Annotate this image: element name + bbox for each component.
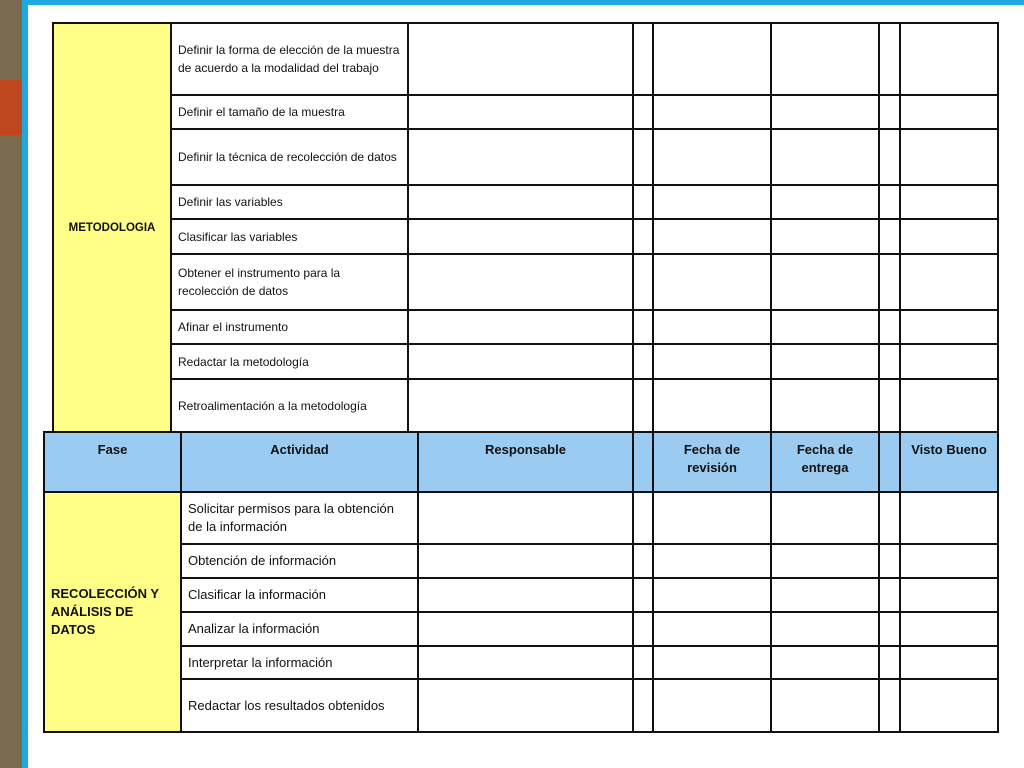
header-visto-bueno: Visto Bueno [900, 432, 998, 492]
fecha-entrega-cell[interactable] [771, 578, 879, 612]
fecha-entrega-cell[interactable] [771, 646, 879, 679]
activity-cell: Interpretar la información [181, 646, 418, 679]
fecha-revision-cell[interactable] [653, 95, 771, 129]
fecha-revision-cell[interactable] [653, 219, 771, 254]
spacer-cell[interactable] [633, 254, 653, 310]
fecha-revision-cell[interactable] [653, 578, 771, 612]
responsable-cell[interactable] [408, 310, 633, 344]
spacer-cell[interactable] [633, 612, 653, 646]
fecha-revision-cell[interactable] [653, 344, 771, 379]
spacer-cell[interactable] [879, 646, 900, 679]
table-row [53, 185, 998, 219]
activity-cell: Definir la forma de elección de la muestra de acuerdo a la modalidad del trabajo [171, 23, 408, 95]
visto-bueno-cell[interactable] [900, 379, 998, 433]
responsable-cell[interactable] [408, 23, 633, 95]
activity-cell: Solicitar permisos para la obtención de la información [181, 492, 418, 544]
spacer-cell[interactable] [879, 254, 900, 310]
activity-cell: Clasificar las variables [171, 219, 408, 254]
fecha-entrega-cell[interactable] [771, 492, 879, 544]
visto-bueno-cell[interactable] [900, 310, 998, 344]
table-row [44, 578, 998, 612]
table-row [44, 646, 998, 679]
recoleccion-table [43, 431, 999, 733]
spacer-cell[interactable] [879, 379, 900, 433]
spacer-cell[interactable] [879, 344, 900, 379]
spacer-cell[interactable] [633, 95, 653, 129]
table-row [53, 344, 998, 379]
spacer-cell[interactable] [879, 492, 900, 544]
table-row [53, 379, 998, 433]
visto-bueno-cell[interactable] [900, 492, 998, 544]
activity-cell: Definir el tamaño de la muestra [171, 95, 408, 129]
fecha-entrega-cell[interactable] [771, 379, 879, 433]
fecha-revision-cell[interactable] [653, 23, 771, 95]
header-spacer-2 [879, 432, 900, 492]
visto-bueno-cell[interactable] [900, 219, 998, 254]
responsable-cell[interactable] [408, 379, 633, 433]
responsable-cell[interactable] [408, 95, 633, 129]
spacer-cell[interactable] [633, 492, 653, 544]
fecha-entrega-cell[interactable] [771, 679, 879, 732]
responsable-cell[interactable] [418, 679, 633, 732]
spacer-cell[interactable] [879, 95, 900, 129]
activity-cell: Obtención de información [181, 544, 418, 578]
spacer-cell[interactable] [633, 185, 653, 219]
visto-bueno-cell[interactable] [900, 344, 998, 379]
fecha-entrega-cell[interactable] [771, 310, 879, 344]
header-fecha-entrega: Fecha de entrega [771, 432, 879, 492]
spacer-cell[interactable] [879, 544, 900, 578]
responsable-cell[interactable] [408, 185, 633, 219]
spacer-cell[interactable] [633, 344, 653, 379]
responsable-cell[interactable] [408, 344, 633, 379]
responsable-cell[interactable] [418, 492, 633, 544]
fecha-entrega-cell[interactable] [771, 129, 879, 185]
visto-bueno-cell[interactable] [900, 129, 998, 185]
fecha-entrega-cell[interactable] [771, 219, 879, 254]
spacer-cell[interactable] [633, 578, 653, 612]
fecha-entrega-cell[interactable] [771, 254, 879, 310]
visto-bueno-cell[interactable] [900, 679, 998, 732]
fecha-entrega-cell[interactable] [771, 544, 879, 578]
spacer-cell[interactable] [879, 129, 900, 185]
table-row [44, 544, 998, 578]
fase-cell: RECOLECCIÓN Y ANÁLISIS DE DATOS [44, 492, 181, 732]
activity-cell: Redactar los resultados obtenidos [181, 679, 418, 732]
fecha-revision-cell[interactable] [653, 379, 771, 433]
header-fecha-revision: Fecha de revisión [653, 432, 771, 492]
fecha-entrega-cell[interactable] [771, 23, 879, 95]
metodologia-table [52, 22, 999, 434]
header-row [44, 432, 998, 492]
responsable-cell[interactable] [418, 544, 633, 578]
visto-bueno-cell[interactable] [900, 23, 998, 95]
responsable-cell[interactable] [408, 129, 633, 185]
visto-bueno-cell[interactable] [900, 646, 998, 679]
table-row [53, 95, 998, 129]
activity-cell: Definir la técnica de recolección de datos [171, 129, 408, 185]
spacer-cell[interactable] [633, 23, 653, 95]
fecha-revision-cell[interactable] [653, 254, 771, 310]
spacer-cell[interactable] [633, 310, 653, 344]
header-actividad: Actividad [181, 432, 418, 492]
visto-bueno-cell[interactable] [900, 544, 998, 578]
activity-cell: Afinar el instrumento [171, 310, 408, 344]
fecha-revision-cell[interactable] [653, 492, 771, 544]
visto-bueno-cell[interactable] [900, 95, 998, 129]
header-responsable: Responsable [418, 432, 633, 492]
fecha-entrega-cell[interactable] [771, 612, 879, 646]
fecha-revision-cell[interactable] [653, 310, 771, 344]
fecha-revision-cell[interactable] [653, 612, 771, 646]
table-row [53, 129, 998, 185]
fecha-revision-cell[interactable] [653, 544, 771, 578]
activity-cell: Retroalimentación a la metodología [171, 379, 408, 433]
spacer-cell[interactable] [633, 544, 653, 578]
responsable-cell[interactable] [418, 578, 633, 612]
activity-cell: Definir las variables [171, 185, 408, 219]
spacer-cell[interactable] [879, 578, 900, 612]
fecha-entrega-cell[interactable] [771, 185, 879, 219]
table-row [53, 254, 998, 310]
table-row [44, 679, 998, 732]
spacer-cell[interactable] [879, 310, 900, 344]
visto-bueno-cell[interactable] [900, 578, 998, 612]
spacer-cell[interactable] [633, 646, 653, 679]
activity-cell: Redactar la metodología [171, 344, 408, 379]
activity-cell: Analizar la información [181, 612, 418, 646]
spacer-cell[interactable] [633, 129, 653, 185]
fecha-revision-cell[interactable] [653, 185, 771, 219]
responsable-cell[interactable] [418, 646, 633, 679]
spacer-cell[interactable] [879, 23, 900, 95]
fecha-revision-cell[interactable] [653, 679, 771, 732]
spacer-cell[interactable] [633, 679, 653, 732]
header-fase: Fase [44, 432, 181, 492]
activity-cell: Obtener el instrumento para la recolección de datos [171, 254, 408, 310]
fecha-entrega-cell[interactable] [771, 95, 879, 129]
activity-cell: Clasificar la información [181, 578, 418, 612]
spacer-cell[interactable] [633, 379, 653, 433]
visto-bueno-cell[interactable] [900, 612, 998, 646]
header-spacer-1 [633, 432, 653, 492]
visto-bueno-cell[interactable] [900, 254, 998, 310]
fecha-revision-cell[interactable] [653, 646, 771, 679]
table-row [44, 612, 998, 646]
spacer-cell[interactable] [633, 219, 653, 254]
fecha-revision-cell[interactable] [653, 129, 771, 185]
table-row [53, 219, 998, 254]
table-row [53, 310, 998, 344]
fase-cell: METODOLOGIA [53, 23, 171, 433]
fecha-entrega-cell[interactable] [771, 344, 879, 379]
responsable-cell[interactable] [408, 254, 633, 310]
spacer-cell[interactable] [879, 185, 900, 219]
spacer-cell[interactable] [879, 679, 900, 732]
spacer-cell[interactable] [879, 612, 900, 646]
responsable-cell[interactable] [418, 612, 633, 646]
table-row [53, 23, 998, 95]
responsable-cell[interactable] [408, 219, 633, 254]
spacer-cell[interactable] [879, 219, 900, 254]
visto-bueno-cell[interactable] [900, 185, 998, 219]
table-row [44, 492, 998, 544]
